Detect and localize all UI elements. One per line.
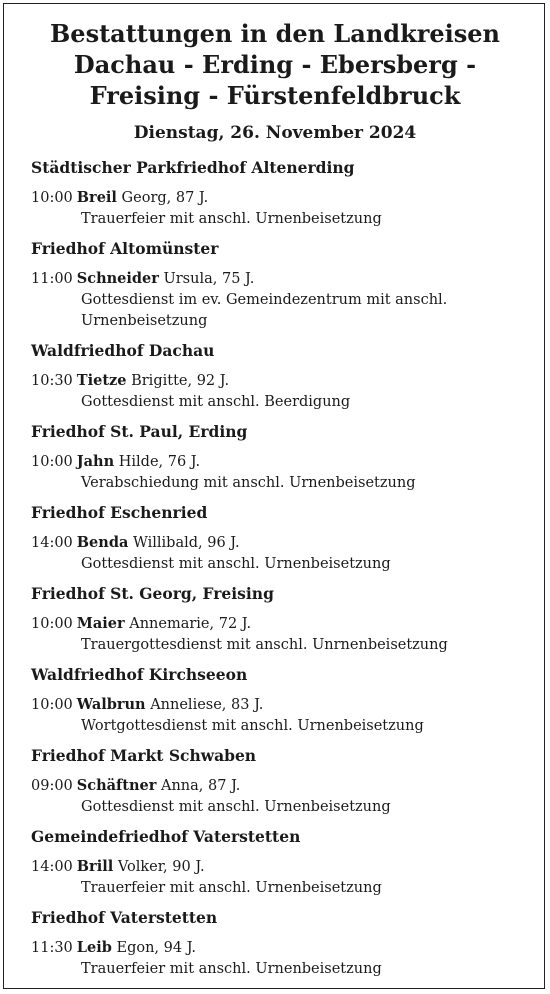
cemetery-name: Friedhof Vaterstetten xyxy=(31,908,218,927)
cemetery-name: Städtischer Parkfriedhof Altenerding xyxy=(31,158,355,177)
deceased-surname: Walbrun xyxy=(76,696,146,713)
cemetery-block xyxy=(31,421,540,494)
deceased-name-age: Egon, 94 J. xyxy=(116,940,196,956)
ceremony-detail: Gottesdienst mit anschl. Urnenbeisetzung xyxy=(81,799,391,815)
burial-time: 10:30 xyxy=(31,373,73,389)
burial-entry xyxy=(31,613,540,635)
burial-entry xyxy=(31,856,540,878)
ceremony-detail: Gottesdienst im ev. Gemeindezentrum mit anschl. xyxy=(81,292,448,308)
burial-time: 14:00 xyxy=(31,535,73,551)
deceased-name-age: Anna, 87 J. xyxy=(161,778,241,794)
title-line-3: Freising - Fürstenfeldbruck xyxy=(89,81,461,110)
burial-time: 11:30 xyxy=(31,940,73,956)
burial-entry xyxy=(31,268,540,290)
deceased-surname: Schneider xyxy=(76,270,159,287)
page-title xyxy=(0,18,550,111)
ceremony-detail: Trauerfeier mit anschl. Urnenbeisetzung xyxy=(81,880,382,896)
deceased-surname: Maier xyxy=(76,615,125,632)
deceased-name-age: Volker, 90 J. xyxy=(117,859,205,875)
cemetery-name: Friedhof Markt Schwaben xyxy=(31,746,257,765)
deceased-surname: Benda xyxy=(76,534,129,551)
cemetery-name: Waldfriedhof Kirchseeon xyxy=(31,665,248,684)
burial-entry xyxy=(31,775,540,797)
deceased-name-age: Brigitte, 92 J. xyxy=(131,373,230,389)
title-line-1: Bestattungen in den Landkreisen xyxy=(50,19,500,48)
burial-time: 10:00 xyxy=(31,697,73,713)
title-line-2: Dachau - Erding - Ebersberg - xyxy=(73,50,477,79)
burial-time: 11:00 xyxy=(31,271,73,287)
cemetery-name: Gemeindefriedhof Vaterstetten xyxy=(31,827,301,846)
deceased-name-age: Ursula, 75 J. xyxy=(163,271,255,287)
deceased-surname: Schäftner xyxy=(76,777,157,794)
cemetery-block xyxy=(31,745,540,818)
deceased-name-age: Georg, 87 J. xyxy=(121,190,209,206)
ceremony-detail: Gottesdienst mit anschl. Urnenbeisetzung xyxy=(81,556,391,572)
cemetery-block xyxy=(31,340,540,413)
burial-entry xyxy=(31,694,540,716)
ceremony-detail: Verabschiedung mit anschl. Urnenbeisetzung xyxy=(81,475,416,491)
burial-entry xyxy=(31,937,540,959)
burial-time: 09:00 xyxy=(31,778,73,794)
burial-entry xyxy=(31,532,540,554)
burial-time: 14:00 xyxy=(31,859,73,875)
cemetery-block xyxy=(31,238,540,332)
ceremony-detail: Urnenbeisetzung xyxy=(81,313,208,329)
deceased-surname: Leib xyxy=(76,939,112,956)
cemetery-list xyxy=(0,157,550,980)
deceased-name-age: Anneliese, 83 J. xyxy=(150,697,264,713)
notice-date: Dienstag, 26. November 2024 xyxy=(133,123,417,143)
ceremony-detail: Trauerfeier mit anschl. Urnenbeisetzung xyxy=(81,211,382,227)
cemetery-block xyxy=(31,664,540,737)
burial-time: 10:00 xyxy=(31,616,73,632)
deceased-name-age: Willibald, 96 J. xyxy=(132,535,240,551)
burial-entry xyxy=(31,451,540,473)
cemetery-block xyxy=(31,502,540,575)
cemetery-name: Friedhof Eschenried xyxy=(31,503,208,522)
cemetery-block xyxy=(31,907,540,980)
burial-entry xyxy=(31,370,540,392)
cemetery-name: Friedhof St. Paul, Erding xyxy=(31,422,248,441)
burial-time: 10:00 xyxy=(31,454,73,470)
cemetery-name: Waldfriedhof Dachau xyxy=(31,341,215,360)
deceased-surname: Tietze xyxy=(76,372,127,389)
deceased-name-age: Hilde, 76 J. xyxy=(118,454,201,470)
burial-time: 10:00 xyxy=(31,190,73,206)
deceased-surname: Jahn xyxy=(76,453,115,470)
ceremony-detail: Gottesdienst mit anschl. Beerdigung xyxy=(81,394,351,410)
cemetery-name: Friedhof Altomünster xyxy=(31,239,219,258)
deceased-surname: Breil xyxy=(76,189,117,206)
deceased-surname: Brill xyxy=(76,858,114,875)
ceremony-detail: Wortgottesdienst mit anschl. Urnenbeisetzung xyxy=(81,718,424,734)
ceremony-detail: Trauergottesdienst mit anschl. Unrnenbeisetzung xyxy=(81,637,448,653)
cemetery-block xyxy=(31,157,540,230)
deceased-name-age: Annemarie, 72 J. xyxy=(129,616,252,632)
cemetery-name: Friedhof St. Georg, Freising xyxy=(31,584,274,603)
ceremony-detail: Trauerfeier mit anschl. Urnenbeisetzung xyxy=(81,961,382,977)
cemetery-block xyxy=(31,583,540,656)
burial-entry xyxy=(31,187,540,209)
cemetery-block xyxy=(31,826,540,899)
